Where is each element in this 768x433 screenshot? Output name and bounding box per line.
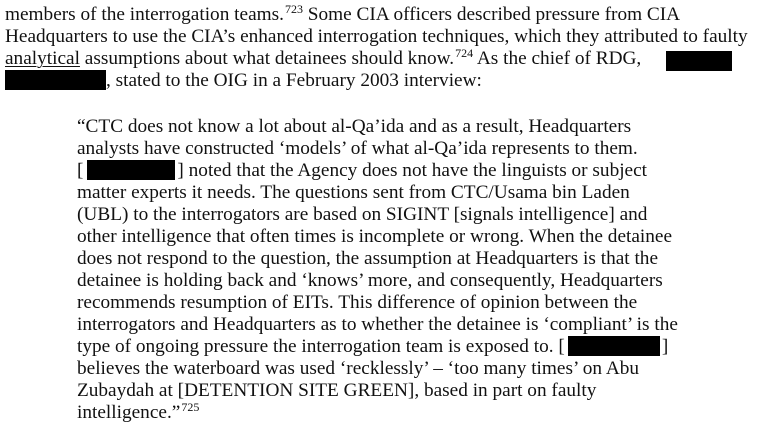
quote-text: detainee is holding back and ‘knows’ more, and consequently, Headquarters — [77, 270, 663, 291]
paragraph-text: assumptions about what detainees should know. — [79, 48, 455, 69]
paragraph-line-4 — [5, 70, 482, 92]
quote-text: matter experts it needs. The questions sent from CTC/Usama bin Laden — [77, 182, 630, 203]
paragraph-text: Some CIA officers described pressure from CIA — [302, 4, 681, 25]
paragraph-text: As the chief of RDG, — [473, 48, 642, 69]
quote-line-7 — [77, 248, 658, 270]
redaction-bar — [568, 336, 660, 356]
quote-text: interrogators and Headquarters as to whether the detainee is ‘compliant’ is the — [77, 314, 678, 335]
quote-text: recommends resumption of EITs. This difference of opinion between the — [77, 292, 638, 313]
quote-text: “CTC does not know a lot about al-Qa’ida and as a result, Headquarters — [77, 116, 632, 137]
quote-line-5 — [77, 204, 647, 226]
quote-text: intelligence.” — [77, 402, 181, 423]
paragraph-text: Headquarters to use the CIA’s enhanced interrogation techniques, which they attributed to faulty — [5, 26, 748, 47]
quote-text: does not respond to the question, the assumption at Headquarters is that the — [77, 248, 658, 269]
quote-text: believes the waterboard was used ‘recklessly’ – ‘too many times’ on Abu — [77, 358, 640, 379]
bracket: ] — [661, 336, 669, 357]
paragraph-line-1 — [5, 4, 680, 26]
quote-text: Zubaydah at [DETENTION SITE GREEN], based in part on faulty — [77, 380, 597, 401]
quote-text: (UBL) to the interrogators are based on SIGINT [signals intelligence] and — [77, 204, 648, 225]
redaction-bar — [666, 51, 732, 71]
quote-line-14 — [77, 402, 199, 424]
footnote-ref-725[interactable]: 725 — [181, 400, 200, 414]
paragraph-line-2 — [5, 26, 748, 48]
quote-line-13 — [77, 380, 596, 402]
footnote-ref-723[interactable]: 723 — [284, 2, 303, 16]
quote-line-10 — [77, 314, 678, 336]
quote-line-6 — [77, 226, 672, 248]
paragraph-text: members of the interrogation teams. — [5, 4, 284, 25]
quote-text: type of ongoing pressure the interrogation team is exposed to. [ — [77, 336, 565, 357]
quote-line-2 — [77, 138, 638, 160]
quote-line-8 — [77, 270, 663, 292]
footnote-ref-724[interactable]: 724 — [455, 46, 474, 60]
quote-line-4 — [77, 182, 630, 204]
quote-text: ] noted that the Agency does not have the linguists or subject — [177, 160, 648, 181]
quote-text: other intelligence that often times is incomplete or wrong. When the detainee — [77, 226, 673, 247]
redaction-bar — [5, 70, 106, 90]
underlined-word: analytical — [5, 48, 80, 69]
quote-line-1 — [77, 116, 631, 138]
paragraph-line-3 — [5, 48, 641, 70]
quote-text: analysts have constructed ‘models’ of what al-Qa’ida represents to them. — [77, 138, 638, 159]
bracket: [ — [77, 160, 84, 181]
quote-line-3 — [77, 160, 647, 182]
paragraph-text: , stated to the OIG in a February 2003 interview: — [106, 70, 482, 91]
redaction-bar — [87, 160, 175, 180]
quote-line-9 — [77, 292, 637, 314]
quote-line-11 — [77, 336, 668, 358]
quote-line-12 — [77, 358, 639, 380]
